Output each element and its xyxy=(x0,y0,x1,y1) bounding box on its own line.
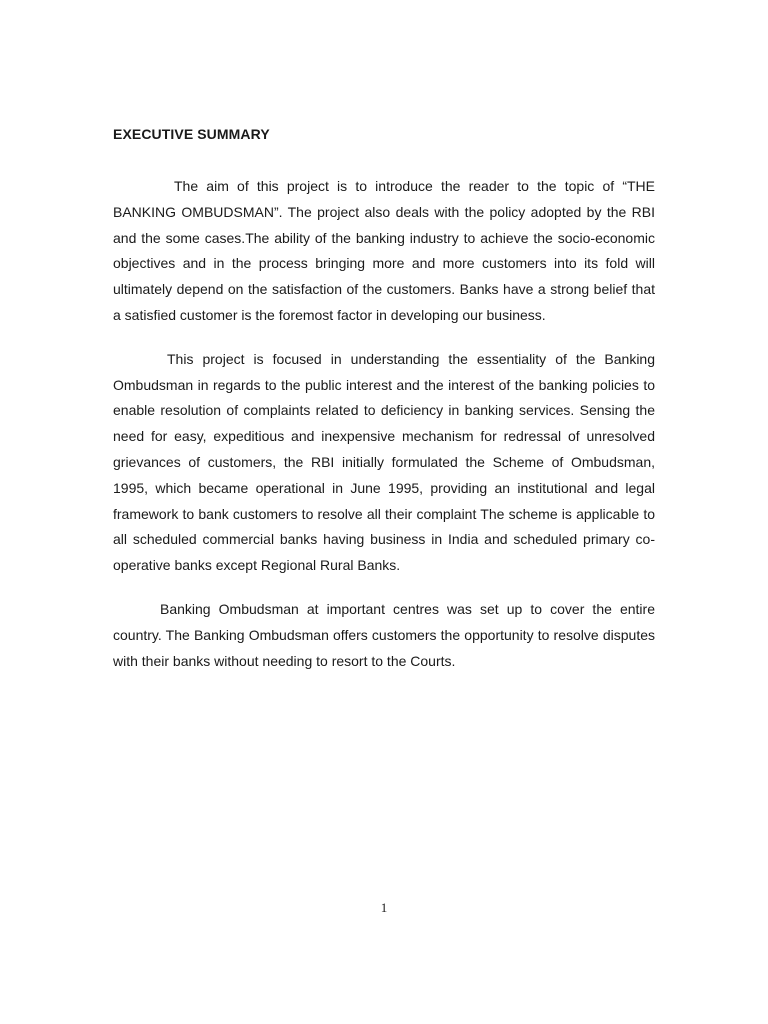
paragraph-2: This project is focused in understanding the essentiality of the Banking Ombudsman in regards to the public interest and the interest of the banking policies to enable resolution of complaints related to deficiency in banking services. Sensing the need for easy, expeditious and inexpensive mechanism for redressal of unresolved grievances of customers, the RBI initially formulated the Scheme of Ombudsman, 1995, which became operational in June 1995, providing an institutional and legal framework to bank customers to resolve all their complaint The scheme is applicable to all scheduled commercial banks having business in India and scheduled primary co-operative banks except Regional Rural Banks. xyxy=(113,350,655,574)
page-number: 1 xyxy=(380,900,388,915)
paragraph-1: The aim of this project is to introduce the reader to the topic of “THE BANKING OMBUDSMAN”. The project also deals with the policy adopted by the RBI and the some cases.The ability of the banking industry to achieve the socio-economic objectives and in the process bringing more and more customers into its fold will ultimately depend on the satisfaction of the customers. Banks have a strong belief that a satisfied customer is the foremost factor in developing our business. xyxy=(113,178,655,323)
paragraph-3: Banking Ombudsman at important centres was set up to cover the entire country. The Banking Ombudsman offers customers the opportunity to resolve disputes with their banks without needing to resort to the Courts. xyxy=(113,600,655,669)
section-heading: EXECUTIVE SUMMARY xyxy=(113,126,270,142)
page-content xyxy=(113,124,655,692)
